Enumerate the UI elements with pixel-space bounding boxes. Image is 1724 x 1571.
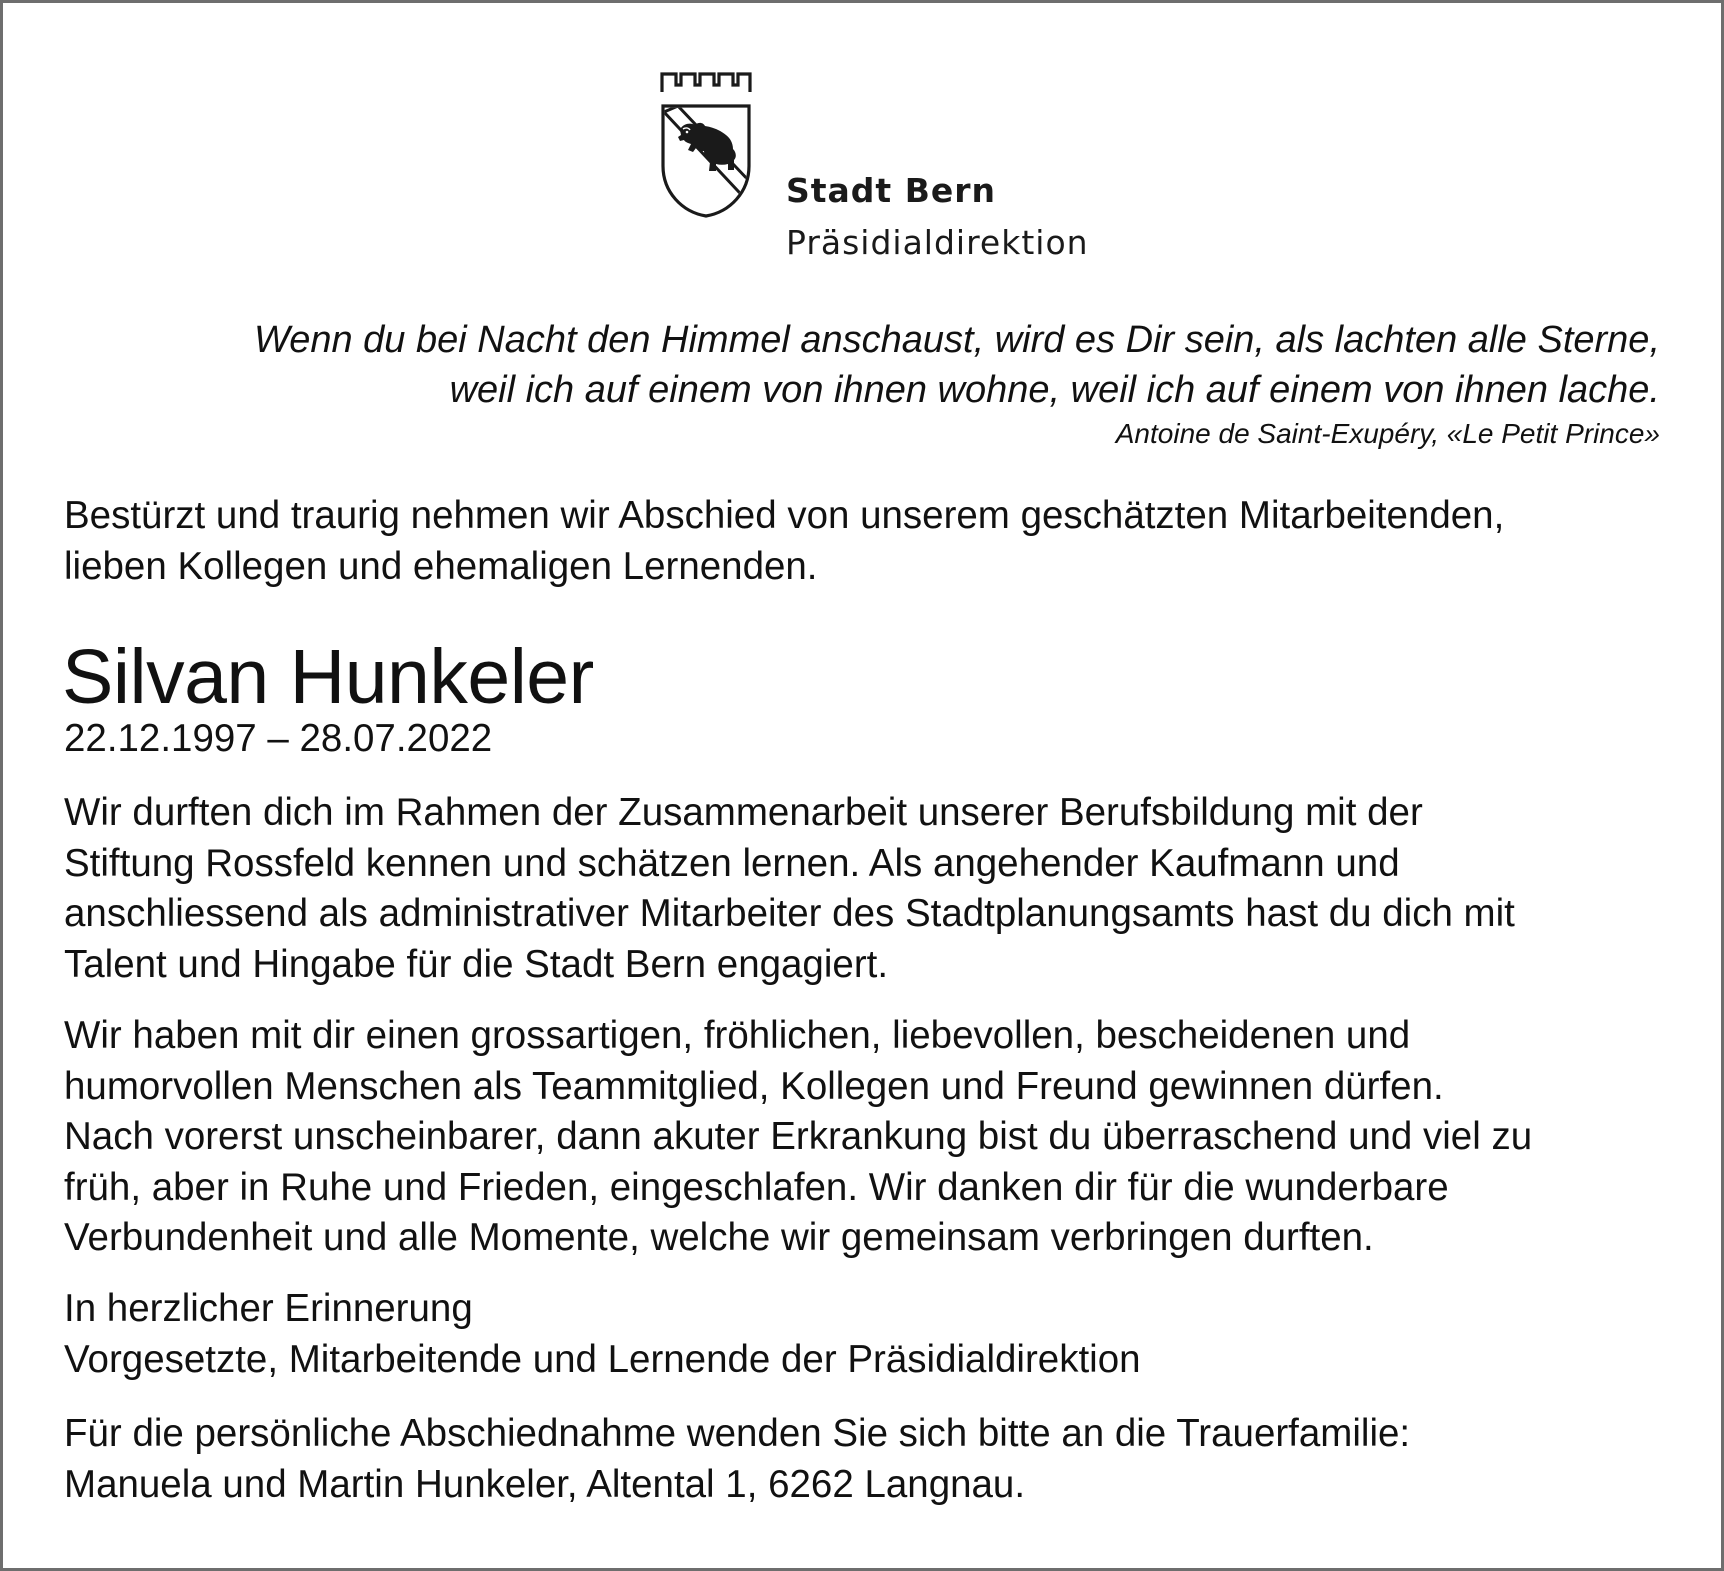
- text-line: Manuela und Martin Hunkeler, Altental 1, 6262 Langnau.: [64, 1462, 1026, 1506]
- text-line: Stiftung Rossfeld kennen und schätzen lernen. Als angehender Kaufmann und: [64, 841, 1400, 885]
- text-line: Wir haben mit dir einen grossartigen, fröhlichen, liebevollen, bescheidenen und: [64, 1014, 1411, 1057]
- text-line: früh, aber in Ruhe und Frieden, eingeschlafen. Wir danken dir für die wunderbare: [64, 1165, 1449, 1209]
- deceased-name: Silvan Hunkeler: [62, 634, 594, 720]
- text-line: humorvollen Menschen als Teammitglied, Kollegen und Freund gewinnen dürfen.: [64, 1064, 1444, 1108]
- organization-header: [786, 165, 1089, 269]
- text-line: Verbundenheit und alle Momente, welche wir gemeinsam verbringen durften.: [64, 1216, 1374, 1259]
- text-line: Talent und Hingabe für die Stadt Bern engagiert.: [64, 942, 889, 986]
- quote-attribution: Antoine de Saint-Exupéry, «Le Petit Prince»: [1115, 418, 1660, 449]
- tribute-paragraph-1: [64, 788, 1684, 990]
- text-line: Nach vorerst unscheinbarer, dann akuter Erkrankung bist du überraschend und viel zu: [64, 1115, 1533, 1158]
- epigraph-quote: [40, 315, 1660, 451]
- text-line: anschliessend als administrativer Mitarbeiter des Stadtplanungsamts hast du dich mit: [64, 892, 1515, 935]
- text-line: lieben Kollegen und ehemaligen Lernenden.: [64, 544, 818, 588]
- department-name: Präsidialdirektion: [786, 223, 1089, 262]
- life-dates: 22.12.1997 – 28.07.2022: [64, 717, 493, 760]
- organization-name: Stadt Bern: [786, 171, 996, 210]
- quote-line: weil ich auf einem von ihnen wohne, weil ich auf einem von ihnen lache.: [449, 369, 1660, 411]
- text-line: Vorgesetzte, Mitarbeitende und Lernende der Präsidialdirektion: [64, 1337, 1141, 1381]
- intro-paragraph: [64, 491, 1684, 592]
- text-line: Für die persönliche Abschiednahme wenden Sie sich bitte an die Trauerfamilie:: [64, 1412, 1411, 1455]
- quote-line: Wenn du bei Nacht den Himmel anschaust, wird es Dir sein, als lachten alle Sterne,: [254, 319, 1660, 361]
- bern-coat-of-arms-bear-icon: [660, 72, 752, 218]
- tribute-paragraph-2: [64, 1011, 1684, 1264]
- closing-signature: [64, 1284, 1684, 1385]
- text-line: Wir durften dich im Rahmen der Zusammenarbeit unserer Berufsbildung mit der: [64, 791, 1423, 834]
- text-line: In herzlicher Erinnerung: [64, 1287, 473, 1330]
- family-contact: [64, 1409, 1684, 1510]
- text-line: Bestürzt und traurig nehmen wir Abschied von unserem geschätzten Mitarbeitenden,: [64, 494, 1505, 537]
